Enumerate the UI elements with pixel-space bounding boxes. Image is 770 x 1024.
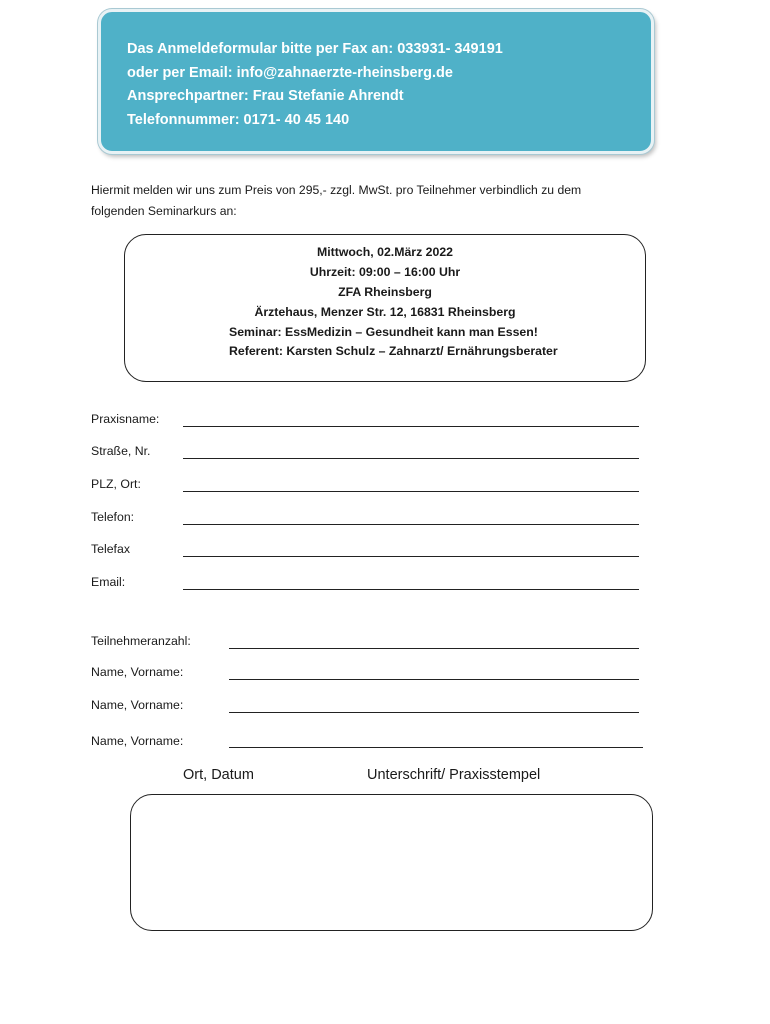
- name-1-line[interactable]: [229, 679, 639, 680]
- name-1-label: Name, Vorname:: [91, 665, 184, 679]
- teilnehmeranzahl-line[interactable]: [229, 648, 639, 649]
- event-details-box: [124, 234, 646, 382]
- telefax-label: Telefax: [91, 542, 130, 556]
- event-place: ZFA Rheinsberg: [338, 285, 432, 299]
- email-label: Email:: [91, 575, 126, 589]
- telefon-line[interactable]: [183, 524, 639, 525]
- name-3-line[interactable]: [229, 747, 643, 748]
- unterschrift-label: Unterschrift/ Praxisstempel: [367, 767, 541, 783]
- name-3-label: Name, Vorname:: [91, 734, 184, 748]
- banner-phone-line: Telefonnummer: 0171- 40 45 140: [127, 111, 350, 128]
- plz-ort-label: PLZ, Ort:: [91, 477, 141, 491]
- banner-contact-line: Ansprechpartner: Frau Stefanie Ahrendt: [127, 88, 404, 104]
- banner-email-line: oder per Email: info@zahnaerzte-rheinsberg.de: [127, 64, 453, 81]
- plz-ort-line[interactable]: [183, 491, 639, 492]
- name-2-line[interactable]: [229, 712, 639, 713]
- email-line[interactable]: [183, 589, 639, 590]
- event-speaker: Referent: Karsten Schulz – Zahnarzt/ Ernährungsberater: [229, 344, 558, 358]
- teilnehmeranzahl-label: Teilnehmeranzahl:: [91, 634, 191, 648]
- telefon-label: Telefon:: [91, 510, 135, 524]
- intro-line-1: Hiermit melden wir uns zum Preis von 295,- zzgl. MwSt. pro Teilnehmer verbindlich zu dem: [91, 183, 582, 197]
- name-2-label: Name, Vorname:: [91, 698, 184, 712]
- strasse-label: Straße, Nr.: [91, 444, 151, 458]
- signature-stamp-box[interactable]: [130, 794, 653, 931]
- event-date: Mittwoch, 02.März 2022: [317, 245, 453, 259]
- intro-text: [91, 180, 691, 222]
- event-address: Ärztehaus, Menzer Str. 12, 16831 Rheinsberg: [254, 305, 516, 319]
- intro-line-2: folgenden Seminarkurs an:: [91, 204, 237, 218]
- strasse-line[interactable]: [183, 458, 639, 459]
- event-seminar: Seminar: EssMedizin – Gesundheit kann man Essen!: [229, 325, 538, 339]
- ort-datum-label: Ort, Datum: [183, 767, 254, 783]
- event-time: Uhrzeit: 09:00 – 16:00 Uhr: [309, 265, 461, 279]
- banner-fax-line: Das Anmeldeformular bitte per Fax an: 033931- 349191: [127, 41, 503, 57]
- contact-banner: [98, 9, 654, 154]
- praxisname-line[interactable]: [183, 426, 639, 427]
- praxisname-label: Praxisname:: [91, 412, 160, 426]
- telefax-line[interactable]: [183, 556, 639, 557]
